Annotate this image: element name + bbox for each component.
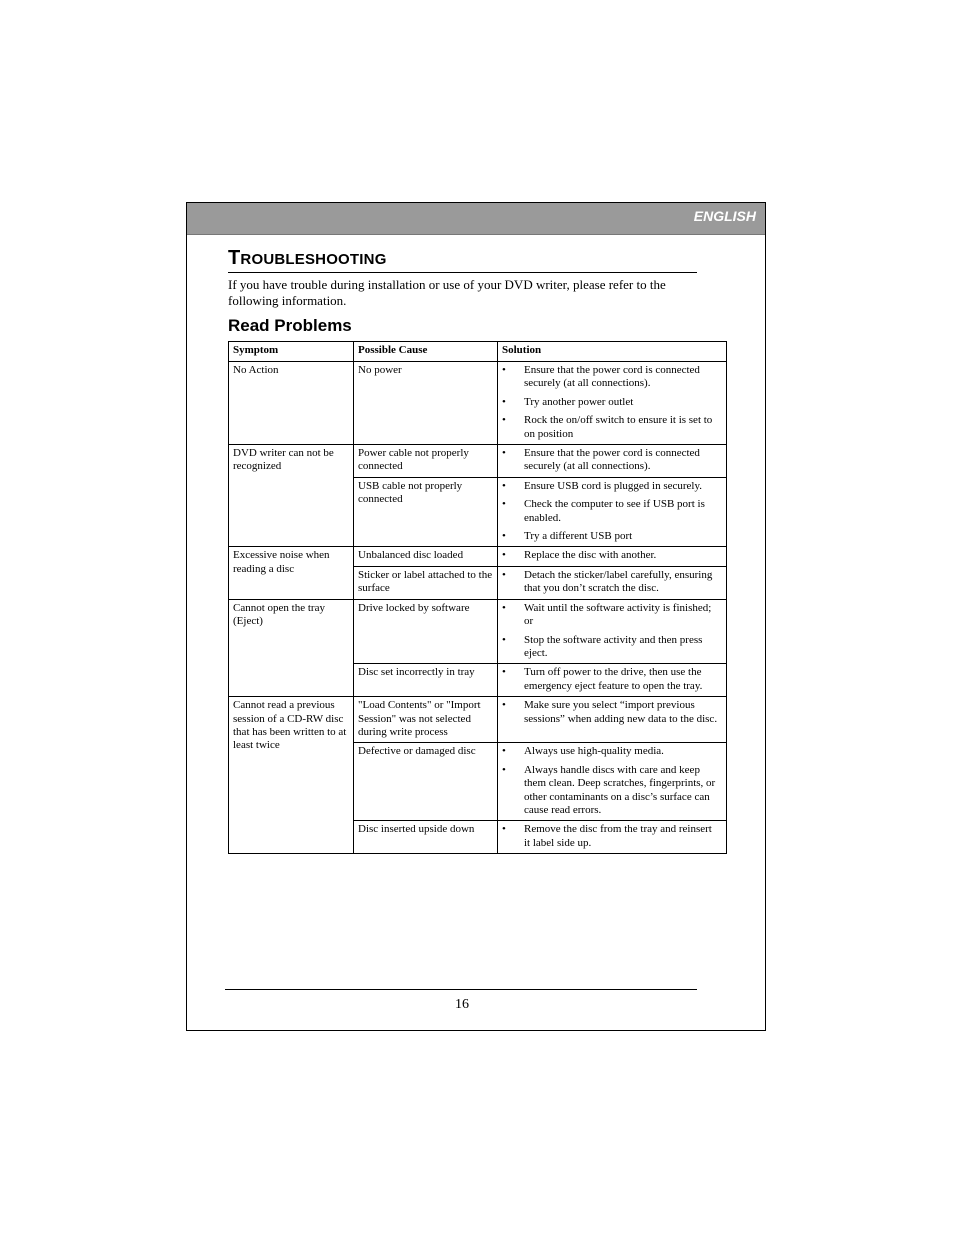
solution-item: • Remove the disc from the tray and reinsert it label side up. (502, 823, 722, 850)
solution-cell (498, 743, 727, 821)
solution-item: • Try another power outlet (502, 396, 722, 409)
solution-cell (498, 697, 727, 743)
cause-cell: "Load Contents" or "Import Session" was not selected during write process (354, 697, 498, 743)
section-title-initial: T (228, 247, 241, 269)
solution-cell (498, 477, 727, 547)
cause-cell: Disc inserted upside down (354, 821, 498, 854)
solution-item: • Turn off power to the drive, then use the emergency eject feature to open the tray. (502, 666, 722, 693)
solution-item: • Stop the software activity and then press eject. (502, 634, 722, 661)
page-number: 16 (455, 997, 469, 1012)
column-header-cause: Possible Cause (354, 342, 498, 362)
page-frame (186, 202, 766, 1031)
solution-cell (498, 362, 727, 445)
solution-item: • Wait until the software activity is finished; or (502, 602, 722, 629)
table-row (229, 697, 727, 743)
symptom-cell: DVD writer can not be recognized (229, 445, 354, 547)
solution-cell (498, 599, 727, 664)
solution-item: • Try a different USB port (502, 530, 722, 543)
solution-item: • Ensure USB cord is plugged in securely. (502, 480, 722, 493)
solution-cell (498, 664, 727, 697)
cause-cell: USB cable not properly connected (354, 477, 498, 547)
cause-cell: Unbalanced disc loaded (354, 547, 498, 566)
subsection-title: Read Problems (228, 316, 352, 335)
column-header-symptom: Symptom (229, 342, 354, 362)
section-title (228, 247, 697, 273)
cause-cell: Power cable not properly connected (354, 445, 498, 478)
solution-cell (498, 821, 727, 854)
cause-cell: Disc set incorrectly in tray (354, 664, 498, 697)
language-header-bar (187, 203, 765, 235)
solution-cell (498, 566, 727, 599)
cause-cell: Drive locked by software (354, 599, 498, 664)
table-row (229, 599, 727, 664)
solution-cell (498, 445, 727, 478)
symptom-cell: Excessive noise when reading a disc (229, 547, 354, 599)
solution-item: • Rock the on/off switch to ensure it is set to on position (502, 414, 722, 441)
table-row (229, 547, 727, 566)
solution-item: • Ensure that the power cord is connected securely (at all connections). (502, 364, 722, 391)
table-row (229, 445, 727, 478)
cause-cell: Defective or damaged disc (354, 743, 498, 821)
intro-paragraph: If you have trouble during installation or use of your DVD writer, please refer to the following information. (228, 277, 666, 308)
footer-divider (225, 989, 697, 990)
solution-item: • Make sure you select “import previous sessions” when adding new data to the disc. (502, 699, 722, 726)
symptom-cell: Cannot read a previous session of a CD-RW disc that has been written to at least twice (229, 697, 354, 854)
troubleshooting-table (228, 341, 727, 854)
language-label: ENGLISH (693, 208, 756, 224)
cause-cell: Sticker or label attached to the surface (354, 566, 498, 599)
cause-cell: No power (354, 362, 498, 445)
symptom-cell: Cannot open the tray (Eject) (229, 599, 354, 696)
column-header-solution: Solution (498, 342, 727, 362)
solution-item: • Ensure that the power cord is connected securely (at all connections). (502, 447, 722, 474)
table-header-row (229, 342, 727, 362)
solution-cell (498, 547, 727, 566)
section-title-rest: ROUBLESHOOTING (240, 251, 387, 268)
solution-item: • Detach the sticker/label carefully, ensuring that you don’t scratch the disc. (502, 569, 722, 596)
solution-item: • Always use high-quality media. (502, 745, 722, 758)
solution-item: • Replace the disc with another. (502, 549, 722, 562)
table-row (229, 362, 727, 445)
solution-item: • Always handle discs with care and keep them clean. Deep scratches, fingerprints, or other contaminants on a disc’s surface can cause read errors. (502, 764, 722, 818)
solution-item: • Check the computer to see if USB port is enabled. (502, 498, 722, 525)
symptom-cell: No Action (229, 362, 354, 445)
